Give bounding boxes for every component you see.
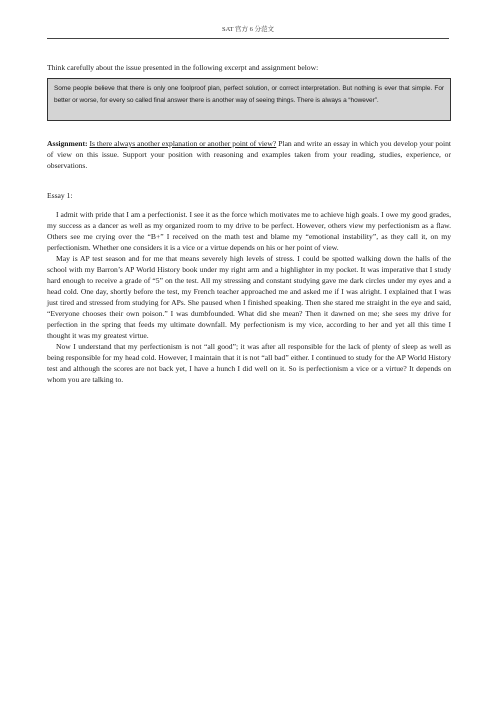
essay-paragraph: May is AP test season and for me that means severely high levels of stress. I could be spotted walking down the halls of the school with my Barron’s AP World History book under my right arm and a highlighter in my pocket. It was imperative that I study hard enough to receive a grade of “5” on the test. All my stressing and constant studying gave me dark circles under my eyes and a head cold. One day, shortly before the test, my French teacher approached me and asked me if I was alright. I explained that I was just tired and stressed from studying for APs. She paused when I finished speaking. Then she stared me straight in the eye and said, “Everyone chooses their own poison.” I was dumbfounded. What did she mean? Then it dawned on me; she sees my drive for perfection in the spring that feeds my ultimate downfall. My perfectionism is my vice, according to her and yet all this time I thought it was my greatest virtue.: [47, 254, 451, 340]
assignment-text: Plan and write an essay in which you develop your point of view on this issue. Support your position with reasoning and examples taken from your reading, studies, experience, or observations.: [47, 139, 451, 170]
essay-body: [47, 209, 451, 385]
assignment-question: Is there always another explanation or another point of view?: [89, 139, 277, 148]
excerpt-text: Some people believe that there is only one foolproof plan, perfect solution, or correct interpretation. But nothing is ever that simple. For better or worse, for every so called final answer there is another way of seeing things. There is always a “however”.: [54, 85, 444, 104]
intro-text: Think carefully about the issue presented in the following excerpt and assignment below:: [47, 63, 319, 72]
essay-paragraph: Now I understand that my perfectionism is not “all good”; it was after all responsible for the lack of plenty of sleep as well as being responsible for my head cold. However, I maintain that it is not “all bad” either. I continued to study for the AP World History test and although the scores are not back yet, I have a hunch I did well on it. So is perfectionism a vice or a virtue? It depends on whom you are talking to.: [47, 342, 451, 384]
header-text: SAT 官方 6 分范文: [221, 26, 275, 33]
assignment-label: Assignment:: [47, 139, 88, 148]
essay-label: Essay 1:: [47, 191, 73, 200]
page-header: [47, 22, 449, 39]
excerpt-box: [47, 78, 451, 121]
assignment: [47, 138, 451, 171]
essay-paragraph: I admit with pride that I am a perfectionist. I see it as the force which motivates me to achieve high goals. I owe my good grades, my success as a dancer as well as my organized room to my drive to be perfect. However, others view my perfectionism as a flaw. Others see me crying over the “B+” I received on the math test and blame my “emotional instability”, as they call it, on my perfectionism. Whether one considers it is a vice or a virtue depends on his or her point of view.: [47, 210, 451, 252]
